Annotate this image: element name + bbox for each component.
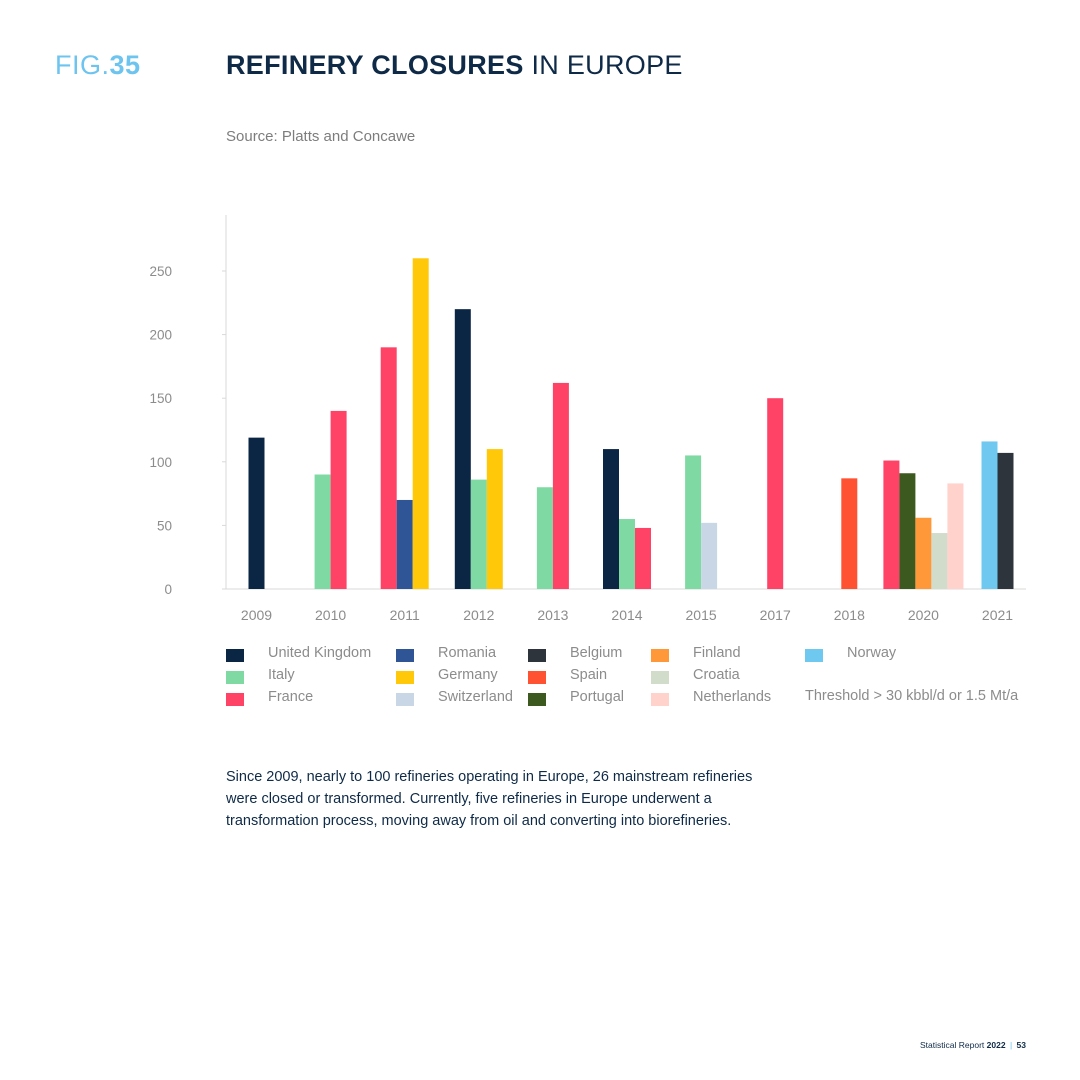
- bar-france: [331, 411, 347, 589]
- legend-item: [651, 689, 772, 708]
- source-note: Source: Platts and Concawe: [226, 128, 416, 145]
- bar-italy: [537, 487, 553, 589]
- legend-swatch: [651, 649, 669, 662]
- legend-item: [226, 667, 295, 686]
- page-title-rest: IN EUROPE: [523, 50, 683, 80]
- x-tick-label: 2018: [833, 607, 865, 623]
- footer-page-number: 53: [1016, 1040, 1026, 1050]
- x-tick-label: 2015: [685, 607, 717, 623]
- figure-prefix: FIG.: [55, 50, 110, 80]
- x-tick-label: 2017: [759, 607, 791, 623]
- y-tick-label: 0: [164, 582, 172, 597]
- legend-swatch: [226, 693, 244, 706]
- legend-threshold-note: Threshold > 30 kbbl/d or 1.5 Mt/a: [805, 688, 1019, 704]
- legend-label: Italy: [268, 667, 295, 683]
- legend-swatch: [226, 671, 244, 684]
- bar-france: [381, 347, 397, 589]
- bar-united-kingdom: [603, 449, 619, 589]
- bar-germany: [487, 449, 503, 589]
- y-tick-label: 100: [149, 454, 172, 470]
- y-tick-label: 150: [149, 391, 172, 407]
- legend-label: Belgium: [570, 645, 623, 661]
- bar-norway: [982, 441, 998, 589]
- bar-portugal: [899, 473, 915, 589]
- legend-item: [396, 667, 498, 686]
- bar-netherlands: [947, 483, 963, 589]
- x-tick-label: 2010: [315, 607, 347, 623]
- body-line: Since 2009, nearly to 100 refineries operating in Europe, 26 mainstream refineries: [226, 769, 753, 785]
- legend-swatch: [528, 693, 546, 706]
- footer-separator: |: [1009, 1040, 1013, 1050]
- y-tick-label: 200: [149, 327, 172, 343]
- legend-swatch: [805, 649, 823, 662]
- legend-label: Portugal: [570, 689, 625, 705]
- legend-label: Germany: [438, 667, 498, 683]
- legend-item: [528, 689, 625, 708]
- legend-swatch: [226, 649, 244, 662]
- page-title-bold: REFINERY CLOSURES: [226, 50, 524, 80]
- bar-france: [635, 528, 651, 589]
- x-tick-label: 2012: [463, 607, 495, 623]
- legend-swatch: [396, 693, 414, 706]
- legend-item: [528, 645, 623, 664]
- x-tick-label: 2013: [537, 607, 569, 623]
- bar-united-kingdom: [455, 309, 471, 589]
- bar-italy: [315, 475, 331, 589]
- body-paragraph: [226, 766, 766, 832]
- bar-italy: [471, 480, 487, 589]
- legend-swatch: [528, 671, 546, 684]
- bar-france: [883, 461, 899, 589]
- footer-year: 2022: [986, 1040, 1006, 1050]
- figure-number-value: 35: [109, 50, 141, 80]
- legend-swatch: [528, 649, 546, 662]
- bar-italy: [619, 519, 635, 589]
- bar-spain: [841, 478, 857, 589]
- legend-label: Norway: [847, 645, 897, 661]
- legend-swatch: [396, 649, 414, 662]
- legend-item: [651, 667, 740, 686]
- x-tick-label: 2021: [981, 607, 1014, 623]
- bar-switzerland: [701, 523, 717, 589]
- x-tick-label: 2011: [389, 607, 420, 623]
- bar-france: [553, 383, 569, 589]
- x-tick-label: 2014: [611, 607, 643, 623]
- bar-france: [767, 398, 783, 589]
- x-tick-label: 2020: [907, 607, 939, 623]
- page-footer: [920, 1040, 1026, 1050]
- legend-label: Spain: [570, 667, 608, 683]
- bar-croatia: [931, 533, 947, 589]
- bar-germany: [413, 258, 429, 589]
- legend-item: [396, 689, 513, 708]
- legend-label: United Kingdom: [268, 645, 372, 661]
- bar-united-kingdom: [249, 438, 265, 589]
- legend-label: Finland: [693, 645, 741, 661]
- bar-romania: [397, 500, 413, 589]
- y-tick-label: 50: [156, 518, 172, 534]
- legend-swatch: [651, 671, 669, 684]
- bar-finland: [915, 518, 931, 589]
- legend-item: [805, 645, 897, 664]
- legend-swatch: [396, 671, 414, 684]
- legend-label: Romania: [438, 645, 497, 661]
- footer-report: Statistical Report: [920, 1040, 985, 1050]
- bar-belgium: [998, 453, 1014, 589]
- legend-label: Switzerland: [438, 689, 513, 705]
- legend-item: [651, 645, 741, 664]
- body-line: were closed or transformed. Currently, five refineries in Europe underwent a: [226, 791, 712, 807]
- y-tick-label: 250: [149, 264, 172, 279]
- legend-label: France: [268, 689, 314, 705]
- body-line: transformation process, moving away from oil and converting into biorefineries.: [226, 813, 732, 829]
- legend-label: Netherlands: [693, 689, 772, 705]
- legend-swatch: [651, 693, 669, 706]
- legend-label: Croatia: [693, 667, 740, 683]
- x-tick-label: 2009: [240, 607, 273, 623]
- legend-item: [226, 689, 314, 708]
- legend-item: [528, 667, 608, 686]
- legend-item: [396, 645, 497, 664]
- bar-italy: [685, 455, 701, 589]
- legend-item: [226, 645, 372, 664]
